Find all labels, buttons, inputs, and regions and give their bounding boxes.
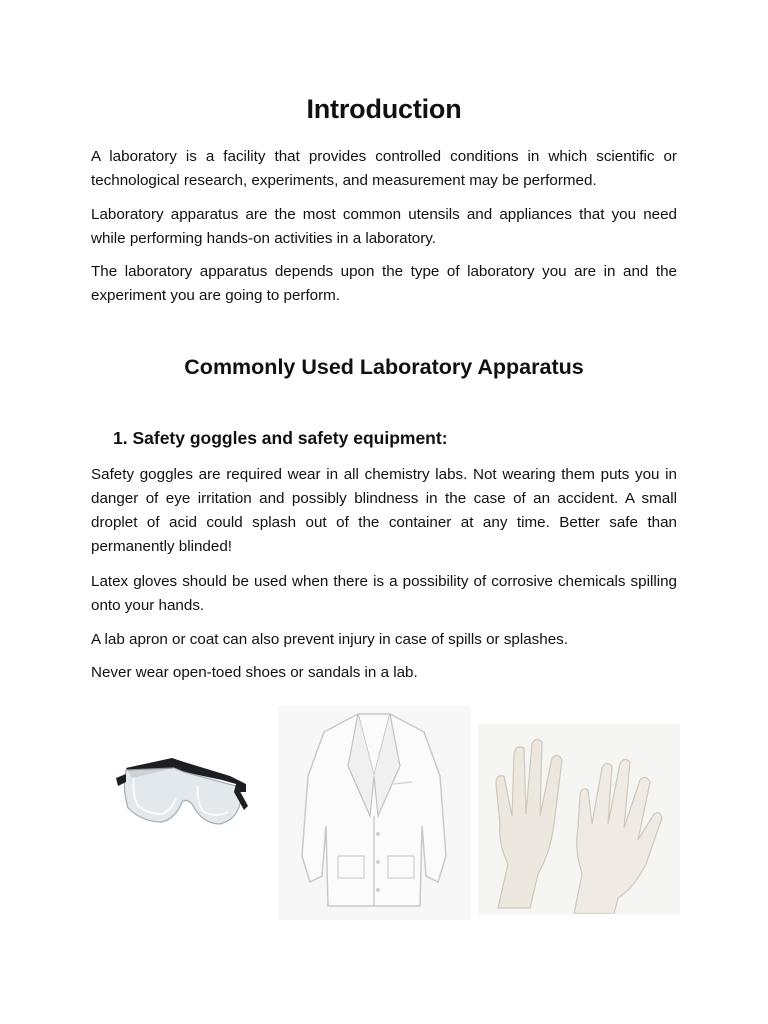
section-paragraph: A lab apron or coat can also prevent injury in case of spills or splashes. (91, 631, 568, 648)
section-paragraph: Never wear open-toed shoes or sandals in a lab. (91, 664, 418, 681)
latex-gloves-image (478, 724, 680, 914)
section-paragraph: Safety goggles are required wear in all chemistry labs. Not wearing them puts you in danger of eye irritation and possibly blindness in the case of an accident. A small droplet of acid could splash out of the container at any time. Better safe than permanently blinded! (91, 466, 677, 555)
section-paragraph: Latex gloves should be used when there is a possibility of corrosive chemicals spilling onto your hands. (91, 573, 677, 614)
heading-apparatus: Commonly Used Laboratory Apparatus (184, 355, 584, 379)
intro-paragraph: Laboratory apparatus are the most common utensils and appliances that you need while performing hands-on activities in a laboratory. (91, 206, 677, 247)
intro-paragraph: The laboratory apparatus depends upon the type of laboratory you are in and the experiment you are going to perform. (91, 263, 677, 304)
lab-coat-image (278, 706, 470, 920)
safety-goggles-image (112, 748, 252, 848)
section-title-safety: 1. Safety goggles and safety equipment: (113, 428, 448, 448)
heading-introduction: Introduction (306, 94, 462, 124)
intro-paragraph: A laboratory is a facility that provides controlled conditions in which scientific or technological research, experiments, and measurement may be performed. (91, 148, 677, 189)
